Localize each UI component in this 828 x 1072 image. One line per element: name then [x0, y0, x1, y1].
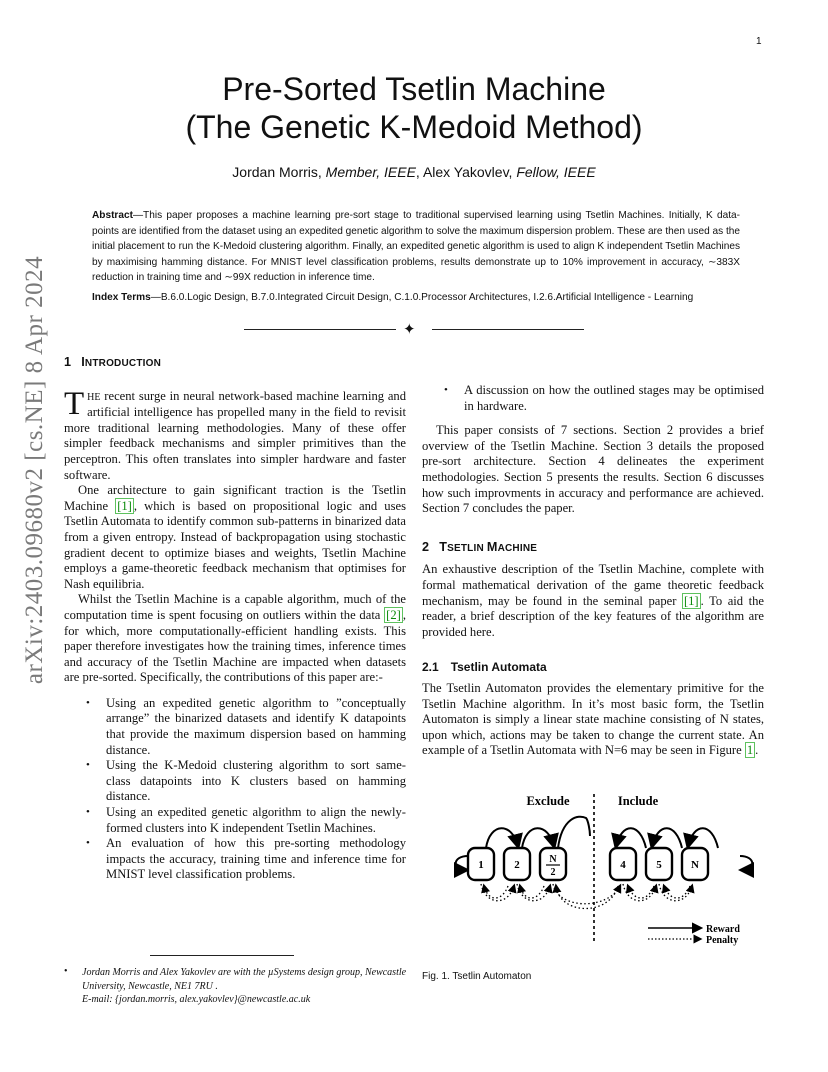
section-title-initial: T [439, 539, 448, 554]
intro-paragraph-3-text-a: Whilst the Tsetlin Machine is a capable algorithm, much of the computation time is spent focusing on outliers within the data [64, 592, 406, 622]
title-line-2: (The Genetic K-Medoid Method) [185, 109, 643, 145]
divider-line-right [432, 329, 584, 330]
penalty-arrow [553, 884, 620, 904]
state-label: 5 [656, 859, 662, 871]
state-label-numerator: N [549, 854, 557, 865]
reward-self-loop [740, 856, 752, 870]
section-divider [244, 322, 584, 338]
author-1-role: Member, IEEE [325, 164, 416, 180]
ta-paragraph-text-a: The Tsetlin Automaton provides the elementary primitive for the Tsetlin Machine algorithm. In it’s most basic form, the Tsetlin Automaton is simply a linear state machine consisting of N states, upon which, actions may be taken to change the current state. An example of a Tsetlin Automata with N=6 may be seen in Figure [422, 680, 764, 758]
index-terms-text: —B.6.0.Logic Design, B.7.0.Integrated Circuit Design, C.1.0.Processor Architectures, I.2.6.Artificial Intelligence - Learning [150, 292, 694, 303]
intro-paragraph-3-text-b: , for which, more computationally-efficient handling exists. This paper therefore investigates how the training times, inference times and accuracy of the Tsetlin Machine are impacted when datasets are pre-sorted. Specifically, the contributions of this paper are:- [64, 607, 406, 685]
author-line [0, 164, 828, 180]
index-terms [92, 290, 752, 305]
figure-link[interactable]: 1 [746, 743, 754, 758]
penalty-arrow [520, 886, 544, 898]
citation-link[interactable]: [1] [683, 593, 699, 608]
right-column [422, 383, 764, 759]
dropcap-continuation: HE [87, 391, 101, 403]
state-label: 1 [478, 859, 484, 871]
paper-title [0, 70, 828, 146]
reward-arrow [522, 828, 554, 848]
state-label: 4 [620, 859, 626, 871]
tm-paragraph-text-a: An exhaustive description of the Tsetlin Machine, complete with formal mathematical derivation of the game theoretic feedback mechanism, may be found in the seminal paper [422, 562, 764, 608]
index-terms-label: Index Terms [92, 292, 151, 303]
include-label: Include [617, 794, 659, 808]
list-item: • A discussion on how the outlined stages may be optimised in hardware. [464, 383, 764, 414]
intro-paragraph-2 [64, 483, 406, 592]
reward-arrow [652, 828, 682, 848]
section-heading-tsetlin-machine [422, 540, 764, 557]
ta-paragraph-text-b: . [755, 743, 759, 758]
intro-paragraph-2-text-a: One architecture to gain significant traction is the Tsetlin Machine [64, 483, 406, 513]
state-label-denominator: 2 [550, 867, 556, 878]
divider-line-left [244, 329, 396, 330]
intro-paragraph-1-text: recent surge in neural network-based machine learning and artificial intelligence has propelled many in the field to revisit more traditional learning methodologies. Many of these offer simpler feedback mechanisms and simpler primitives than the perceptron. This often translates into simpler hardware and faster software. [64, 388, 406, 482]
tm-paragraph [422, 562, 764, 640]
legend-reward-label: Reward [706, 924, 740, 935]
author-2-role: Fellow, IEEE [516, 164, 596, 180]
state-label: N [691, 859, 699, 871]
section-title-rest-2: ACHINE [497, 542, 538, 554]
subsection-number: 2.1 [422, 660, 439, 675]
intro-paragraph-1 [64, 385, 406, 484]
penalty-arrow [556, 886, 618, 909]
reward-self-loop [456, 856, 468, 870]
legend-penalty-label: Penalty [706, 935, 739, 946]
intro-paragraph-3 [64, 592, 406, 686]
list-item: • Using an expedited genetic algorithm to align the newly-formed clusters into K independent Tsetlin Machines. [106, 805, 406, 836]
footnote-rule [150, 955, 294, 956]
contributions-list [64, 696, 406, 883]
state-label: 2 [514, 859, 520, 871]
section-number: 2 [422, 539, 430, 554]
section-title-rest: NTRODUCTION [84, 358, 162, 369]
list-item: • Using an expedited genetic algorithm to ”conceptually arrange” the binarized datasets and identify K datapoints that provide the maximum dispersion based on hamming distance. [106, 696, 406, 758]
subsection-title: Tsetlin Automata [450, 660, 547, 675]
reward-arrow [486, 828, 518, 848]
citation-link[interactable]: [2] [386, 607, 401, 622]
subsection-heading-tsetlin-automata [422, 660, 764, 676]
outline-paragraph: This paper consists of 7 sections. Section 2 provides a brief overview of the Tsetlin Machine. Section 3 details the proposed pre-sort architecture. Section 4 delineates the experiment methodologies. Section 5 presents the results. Section 6 discusses how such improvments in accuracy and performance are achieved. Section 7 concludes the paper. [422, 423, 764, 516]
author-2: Alex Yakovlev, [422, 164, 513, 180]
footnote-email: E-mail: {jordan.morris, alex.yakovlev}@newcastle.ac.uk [82, 994, 311, 1005]
exclude-label: Exclude [526, 794, 570, 808]
section-title-initial-2: M [486, 539, 498, 554]
contributions-list-continued [422, 383, 764, 414]
footnote-affiliation: Jordan Morris and Alex Yakovlev are with the µSystems design group, Newcastle University, Newcastle, NE1 7RU . [82, 967, 407, 992]
author-1: Jordan Morris, [232, 164, 322, 180]
tsetlin-automaton-figure [438, 790, 778, 952]
reward-arrow [688, 828, 718, 848]
list-item: • Using the K-Medoid clustering algorithm to sort same-class datapoints into K clusters based on hamming distance. [106, 758, 406, 805]
section-number: 1 [64, 355, 72, 369]
list-item: • An evaluation of how this pre-sorting methodology impacts the accuracy, training time and inference time for MNIST level classification problems. [106, 836, 406, 883]
section-heading-introduction [64, 355, 406, 372]
arxiv-stamp-text: arXiv:2403.09680v2 [cs.NE] 8 Apr 2024 [21, 255, 48, 685]
abstract [92, 208, 740, 286]
divider-diamond-icon: ✦ [403, 321, 416, 338]
section-title-initial: I [81, 355, 85, 369]
title-line-1: Pre-Sorted Tsetlin Machine [222, 71, 606, 107]
ta-paragraph [422, 681, 764, 759]
footnote [82, 966, 422, 1007]
author-separator: , [415, 164, 423, 180]
dropcap: T [64, 385, 85, 422]
figure-caption: Fig. 1. Tsetlin Automaton [422, 971, 532, 982]
section-title-rest: SETLIN [447, 542, 487, 554]
left-column [64, 355, 406, 883]
reward-arrow [616, 828, 646, 848]
abstract-text: —This paper proposes a machine learning pre-sort stage to traditional supervised learning using Tsetlin Machines. Initially, K data-points are identified from the dataset using an expedited genetic algorithm to solve the maximum dispersion problem. These are then used as the initial placement to run the K-Medoid clustering algorithm. Finally, an expedited genetic algorithm is used to align K independent Tsetlin Machines by maximising hamming distance. For MNIST level classification problems, results demonstrate up to 10% improvement in accuracy, ∼383X reduction in training time and ∼99X reduction in inference time. [92, 210, 740, 283]
citation-link[interactable]: [1] [117, 498, 132, 513]
abstract-label: Abstract [92, 210, 133, 221]
page-number: 1 [756, 36, 762, 47]
intro-paragraph-2-text-b: , which is based on propositional logic and uses Tsetlin Automata to identify common sub-patterns in binarized data from a given entropy. Instead of backpropagation using stochastic gradient decent to optimize biases and weights, Tsetlin Machine employs a game-theoretic feedback mechanism that optimises for Nash equilibria. [64, 498, 406, 591]
footnote-bullet: • [64, 966, 68, 977]
penalty-arrow [484, 886, 508, 898]
reward-arrow [558, 817, 590, 848]
tm-paragraph-text-b: . To aid the reader, a brief description of the key features of the algorithm are provided here. [422, 593, 764, 639]
